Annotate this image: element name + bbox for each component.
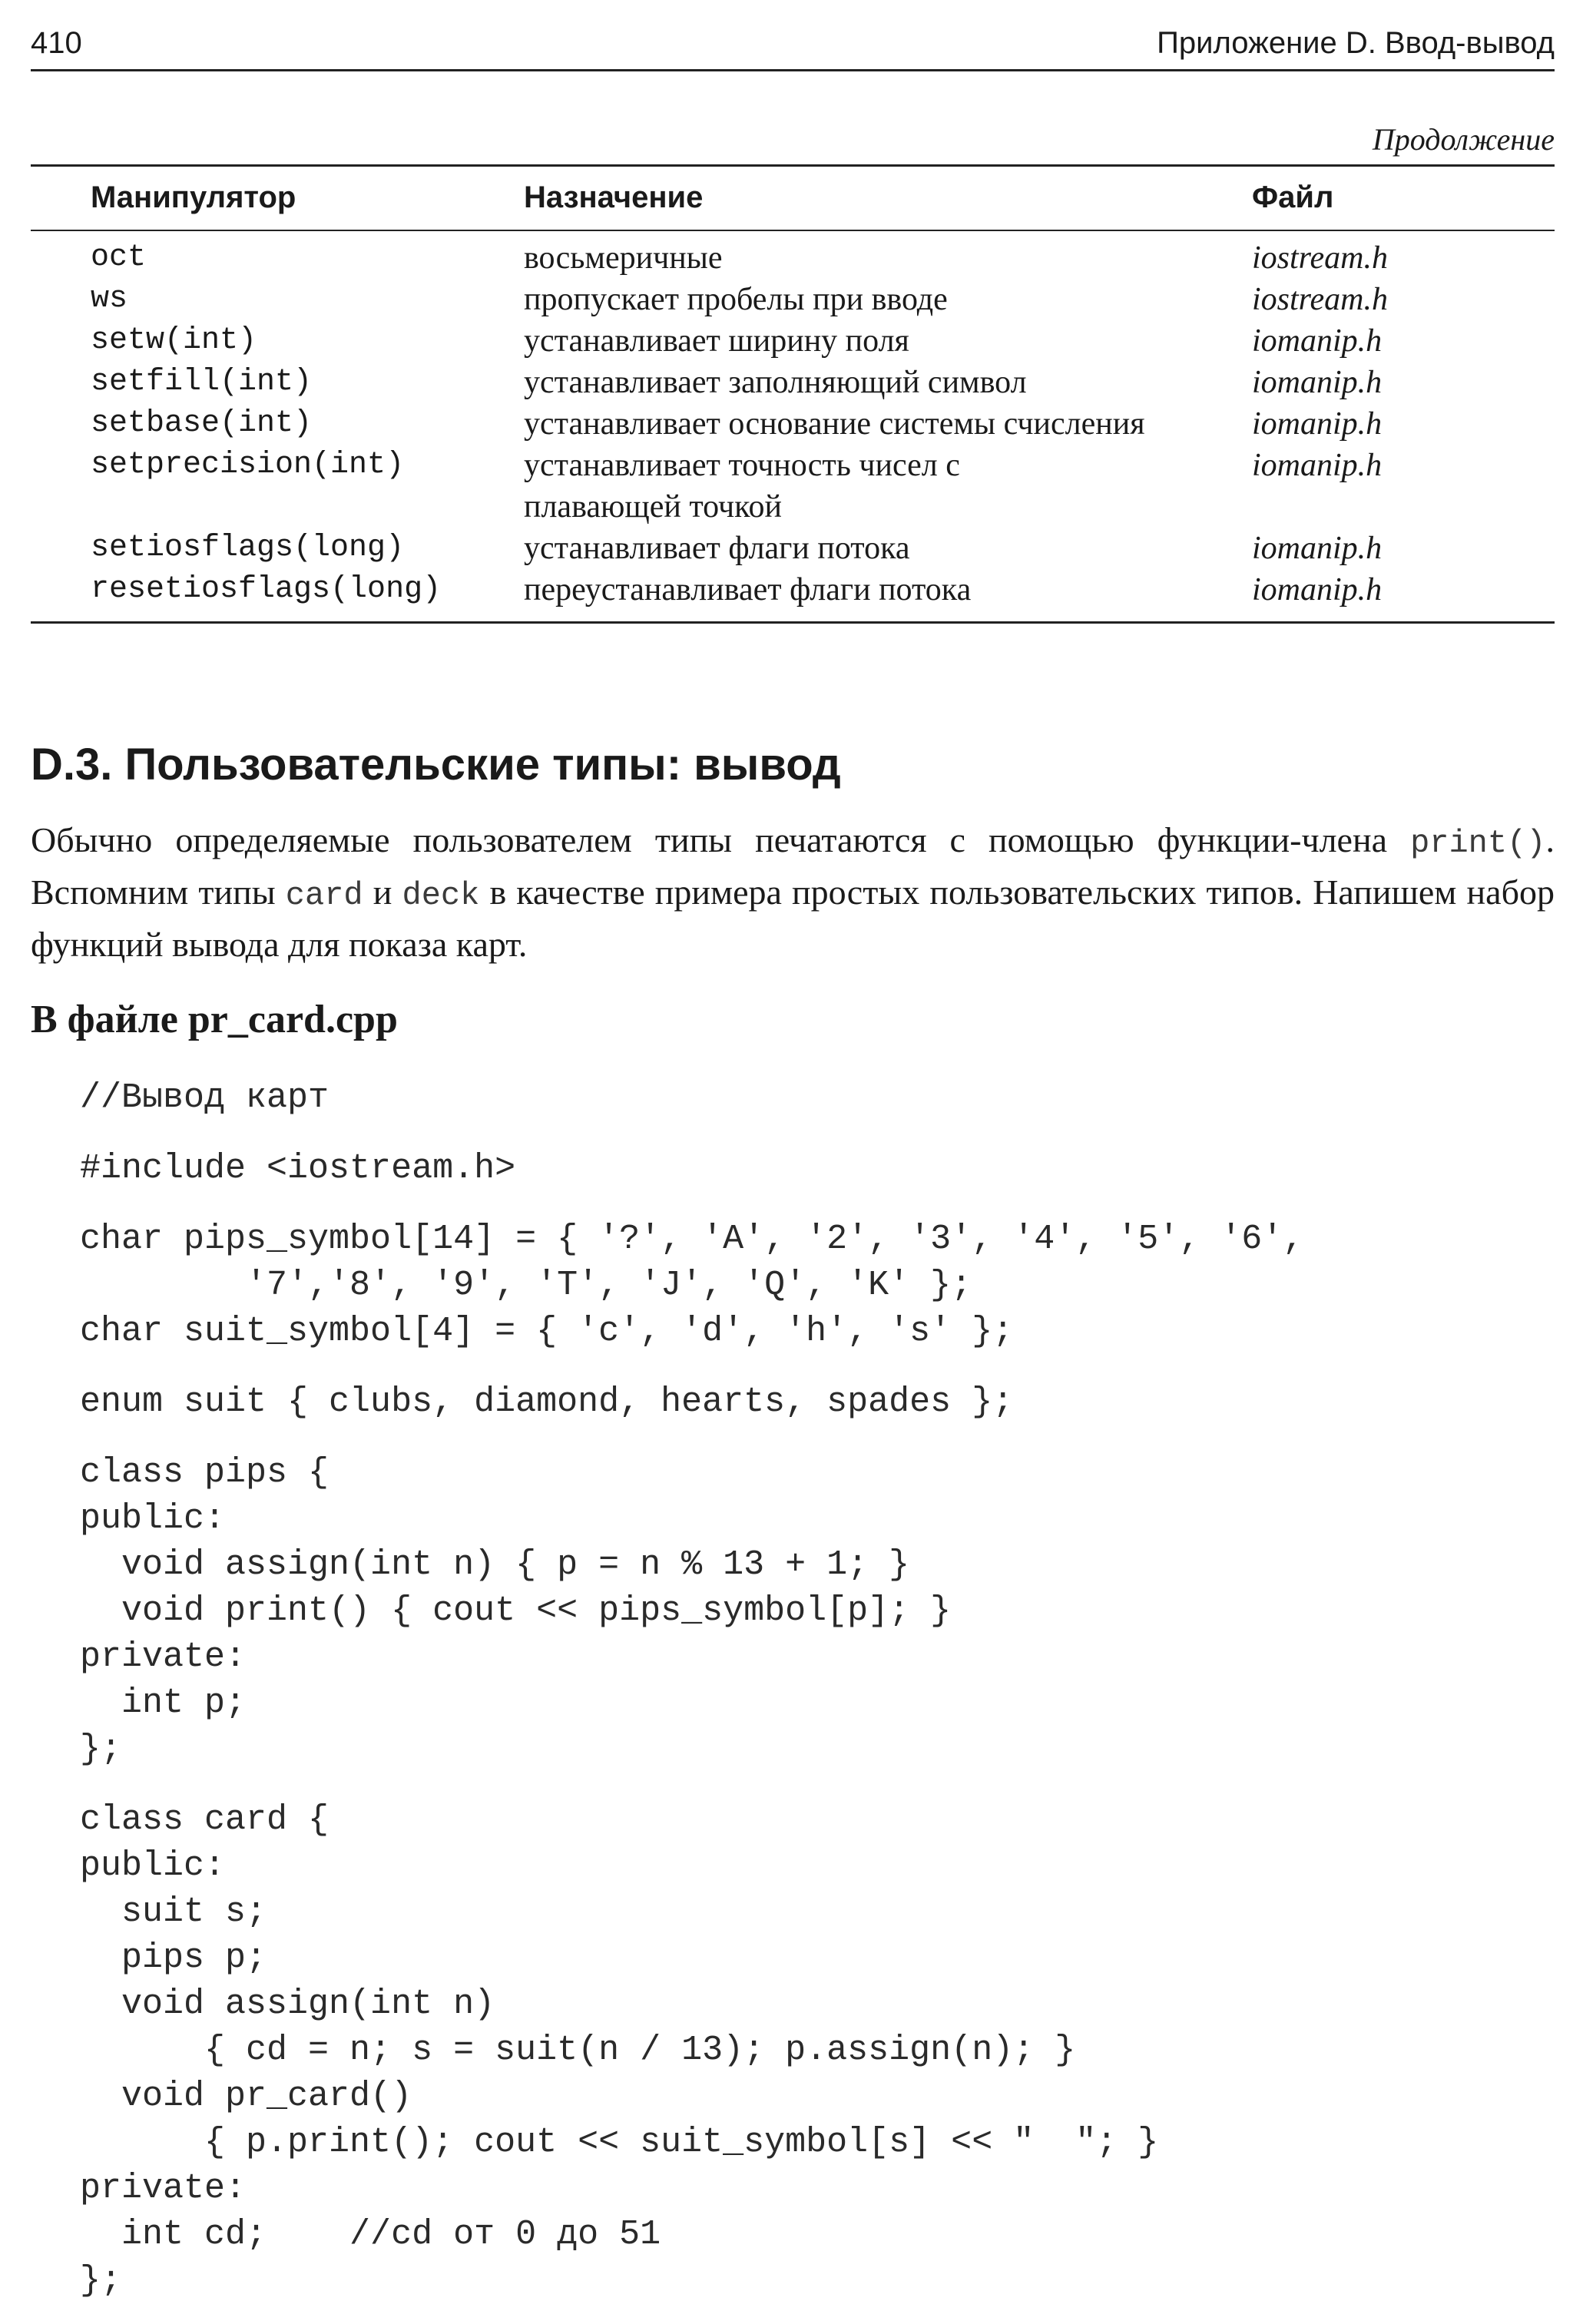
purpose-cell: устанавливает флаги потока	[524, 531, 910, 566]
code-line: class pips {	[80, 1453, 330, 1492]
code-line: int cd; //cd от 0 до 51	[80, 2215, 661, 2254]
table-body	[31, 231, 1555, 611]
code-listing	[80, 1075, 1539, 2304]
table-bottom-rule	[31, 621, 1555, 624]
code-line: char pips_symbol[14] = { '?', 'A', '2', '3', '4', '5', '6',	[80, 1220, 1304, 1259]
manipulator-cell: setiosflags(long)	[91, 531, 405, 565]
file-cell: iomanip.h	[1252, 365, 1383, 400]
code-line: void print() { cout << pips_symbol[p]; }	[80, 1591, 952, 1630]
manipulator-cell: ws	[91, 282, 128, 316]
purpose-cell: восьмеричные	[524, 240, 723, 276]
code-line: };	[80, 2261, 122, 2300]
para-text: Обычно определяемые пользователем типы печатаются с помощью функции-члена	[31, 820, 1411, 859]
purpose-cell: устанавливает точность чисел с плавающей точкой	[524, 448, 960, 525]
file-cell: iostream.h	[1252, 282, 1388, 317]
header-manipulator: Манипулятор	[91, 180, 296, 214]
code-line: public:	[80, 1846, 226, 1885]
para-text: в качестве примера простых пользовательских типов. Напишем набор функций вывода для показа карт.	[31, 872, 1555, 964]
file-cell: iomanip.h	[1252, 572, 1383, 607]
running-header	[31, 22, 1555, 71]
header-purpose: Назначение	[524, 180, 704, 214]
code-line: void assign(int n) { p = n % 13 + 1; }	[80, 1545, 910, 1584]
section-paragraph	[31, 816, 1555, 969]
code-line: public:	[80, 1499, 226, 1538]
code-line: private:	[80, 1637, 247, 1677]
continuation-label: Продолжение	[1372, 122, 1555, 157]
code-gap	[80, 1773, 1539, 1797]
code-line: pips p;	[80, 1938, 267, 1978]
table-header-row	[31, 167, 1555, 230]
code-line: //Вывод карт	[80, 1078, 330, 1117]
manipulator-cell: setprecision(int)	[91, 448, 405, 482]
table-row	[31, 320, 1555, 362]
code-line: class card {	[80, 1800, 330, 1839]
para-text: и	[363, 872, 402, 912]
code-gap	[80, 1425, 1539, 1450]
file-title: В файле pr_card.cpp	[31, 998, 398, 1041]
para-text: . Вспомним типы	[31, 820, 1555, 912]
code-line: private:	[80, 2169, 247, 2208]
code-line: suit s;	[80, 1892, 267, 1932]
code-line: char suit_symbol[4] = { 'c', 'd', 'h', 's' };	[80, 1312, 1014, 1351]
page-number: 410	[31, 26, 82, 60]
table-row	[31, 403, 1555, 445]
file-cell: iomanip.h	[1252, 323, 1383, 359]
code-line: int p;	[80, 1683, 247, 1723]
purpose-cell: пропускает пробелы при вводе	[524, 282, 948, 317]
inline-code-card: card	[285, 877, 363, 914]
header-file: Файл	[1252, 180, 1334, 214]
table-row	[31, 445, 1555, 528]
running-title: Приложение D. Ввод-вывод	[1157, 26, 1555, 60]
code-line: void assign(int n)	[80, 1985, 495, 2024]
code-gap	[80, 1355, 1539, 1379]
code-line: #include <iostream.h>	[80, 1149, 516, 1188]
manipulator-cell: oct	[91, 240, 147, 275]
manipulators-table	[31, 164, 1555, 624]
file-cell: iomanip.h	[1252, 406, 1383, 442]
code-line: };	[80, 1730, 122, 1769]
file-cell: iomanip.h	[1252, 448, 1383, 483]
table-row	[31, 237, 1555, 279]
purpose-cell: переустанавливает флаги потока	[524, 572, 972, 607]
code-line: { p.print(); cout << suit_symbol[s] << " "; }	[80, 2123, 1159, 2162]
code-gap	[80, 1121, 1539, 1146]
purpose-cell: устанавливает заполняющий символ	[524, 365, 1027, 400]
code-line: { cd = n; s = suit(n / 13); p.assign(n); }	[80, 2031, 1076, 2070]
code-line: void pr_card()	[80, 2077, 412, 2116]
inline-code-print: print()	[1410, 825, 1546, 862]
purpose-cell: устанавливает основание системы счисления	[524, 406, 1145, 442]
manipulator-cell: setw(int)	[91, 323, 257, 358]
code-line: '7','8', '9', 'T', 'J', 'Q', 'K' };	[80, 1266, 972, 1305]
section-title: D.3. Пользовательские типы: вывод	[31, 740, 841, 790]
table-row	[31, 279, 1555, 320]
code-gap	[80, 1192, 1539, 1217]
manipulator-cell: setbase(int)	[91, 406, 313, 441]
inline-code-deck: deck	[402, 877, 480, 914]
manipulator-cell: setfill(int)	[91, 365, 313, 399]
purpose-cell: устанавливает ширину поля	[524, 323, 909, 359]
table-row	[31, 362, 1555, 403]
table-row	[31, 528, 1555, 569]
code-line: enum suit { clubs, diamond, hearts, spades };	[80, 1382, 1014, 1422]
table-row	[31, 569, 1555, 611]
file-cell: iostream.h	[1252, 240, 1388, 276]
manipulator-cell: resetiosflags(long)	[91, 572, 442, 607]
file-cell: iomanip.h	[1252, 531, 1383, 566]
